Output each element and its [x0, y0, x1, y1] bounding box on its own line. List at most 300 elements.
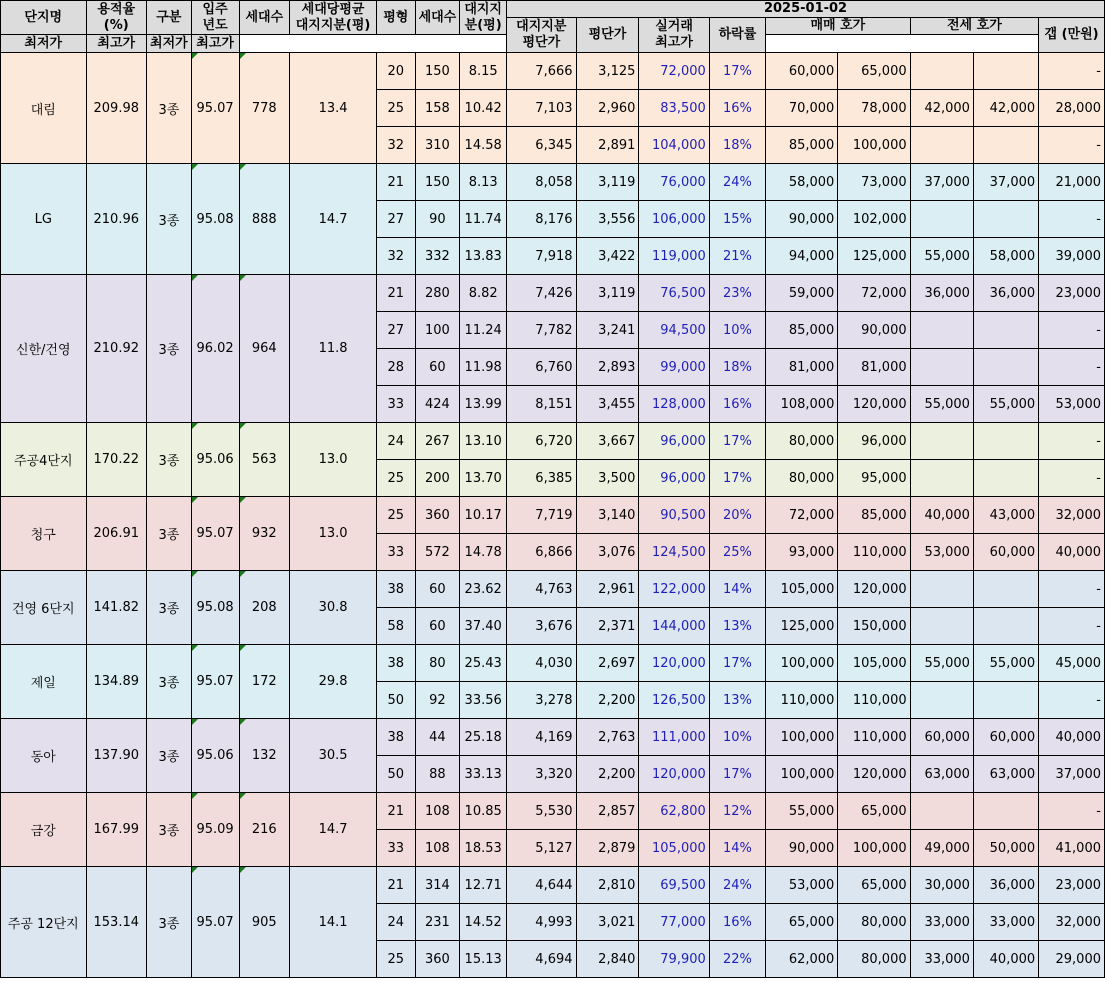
row-drop-rate: 24%	[709, 867, 765, 904]
row-land-price: 6,866	[507, 534, 576, 571]
row-land-price: 4,030	[507, 645, 576, 682]
row-real-trade-max: 62,800	[639, 793, 709, 830]
row-units: 310	[415, 127, 460, 164]
row-real-trade-max: 119,000	[639, 238, 709, 275]
row-jeonse-max: 55,000	[973, 386, 1038, 423]
row-real-trade-max: 96,000	[639, 460, 709, 497]
avg-land-share: 14.1	[290, 867, 377, 978]
row-unit-price: 2,371	[576, 608, 639, 645]
complex-name: 동아	[1, 719, 87, 793]
row-land-price: 7,918	[507, 238, 576, 275]
complex-name: LG	[1, 164, 87, 275]
row-land-price: 7,782	[507, 312, 576, 349]
row-land-price: 7,426	[507, 275, 576, 312]
row-jeonse-min: 55,000	[910, 238, 973, 275]
move-in-year: 95.06	[191, 719, 239, 793]
row-drop-rate: 12%	[709, 793, 765, 830]
row-gap: -	[1039, 201, 1105, 238]
households-count: 932	[239, 497, 290, 571]
row-drop-rate: 21%	[709, 238, 765, 275]
row-jeonse-max: 43,000	[973, 497, 1038, 534]
row-land-share: 33.56	[460, 682, 507, 719]
row-pyeong: 33	[376, 534, 415, 571]
households-count: 905	[239, 867, 290, 978]
row-real-trade-max: 122,000	[639, 571, 709, 608]
row-land-share: 18.53	[460, 830, 507, 867]
row-land-price: 4,169	[507, 719, 576, 756]
table-row	[1, 867, 1105, 904]
row-unit-price: 2,697	[576, 645, 639, 682]
row-jeonse-max: 50,000	[973, 830, 1038, 867]
complex-name: 제일	[1, 645, 87, 719]
row-unit-price: 2,840	[576, 941, 639, 978]
row-pyeong: 21	[376, 275, 415, 312]
row-jeonse-max: 60,000	[973, 719, 1038, 756]
row-land-share: 8.15	[460, 53, 507, 90]
row-drop-rate: 17%	[709, 460, 765, 497]
row-gap: -	[1039, 127, 1105, 164]
header-land-price-per-pyeong: 대지지분 평단가	[507, 18, 576, 53]
row-jeonse-max	[973, 460, 1038, 497]
table-row	[1, 497, 1105, 534]
row-jeonse-max: 60,000	[973, 534, 1038, 571]
row-sale-min: 100,000	[766, 756, 838, 793]
row-sale-max: 72,000	[838, 275, 910, 312]
row-jeonse-min: 63,000	[910, 756, 973, 793]
row-units: 360	[415, 941, 460, 978]
row-jeonse-min	[910, 423, 973, 460]
row-sale-max: 65,000	[838, 867, 910, 904]
households-count: 563	[239, 423, 290, 497]
row-unit-price: 3,021	[576, 904, 639, 941]
row-real-trade-max: 72,000	[639, 53, 709, 90]
row-gap: -	[1039, 608, 1105, 645]
zone-type: 3종	[147, 275, 192, 423]
row-sale-max: 80,000	[838, 941, 910, 978]
row-gap: -	[1039, 349, 1105, 386]
row-pyeong: 27	[376, 312, 415, 349]
move-in-year: 95.07	[191, 53, 239, 164]
row-sale-max: 95,000	[838, 460, 910, 497]
complex-name: 대림	[1, 53, 87, 164]
row-pyeong: 28	[376, 349, 415, 386]
row-pyeong: 38	[376, 571, 415, 608]
row-sale-max: 65,000	[838, 793, 910, 830]
avg-land-share: 11.8	[290, 275, 377, 423]
complex-name: 주공 12단지	[1, 867, 87, 978]
complex-name: 건영 6단지	[1, 571, 87, 645]
row-sale-min: 58,000	[766, 164, 838, 201]
row-real-trade-max: 96,000	[639, 423, 709, 460]
row-sale-max: 150,000	[838, 608, 910, 645]
table-row	[1, 793, 1105, 830]
row-pyeong: 25	[376, 90, 415, 127]
move-in-year: 95.06	[191, 423, 239, 497]
table-row	[1, 164, 1105, 201]
row-unit-price: 3,076	[576, 534, 639, 571]
row-pyeong: 33	[376, 386, 415, 423]
row-gap: 53,000	[1039, 386, 1105, 423]
row-jeonse-max: 58,000	[973, 238, 1038, 275]
row-jeonse-min: 33,000	[910, 904, 973, 941]
row-unit-price: 2,879	[576, 830, 639, 867]
complex-name: 주공4단지	[1, 423, 87, 497]
zone-type: 3종	[147, 164, 192, 275]
row-drop-rate: 22%	[709, 941, 765, 978]
row-pyeong: 20	[376, 53, 415, 90]
row-gap: 40,000	[1039, 719, 1105, 756]
header-households: 세대수	[239, 1, 290, 35]
avg-land-share: 30.5	[290, 719, 377, 793]
floor-area-ratio: 210.96	[86, 164, 147, 275]
row-pyeong: 21	[376, 867, 415, 904]
row-real-trade-max: 124,500	[639, 534, 709, 571]
row-real-trade-max: 105,000	[639, 830, 709, 867]
row-sale-min: 90,000	[766, 830, 838, 867]
floor-area-ratio: 137.90	[86, 719, 147, 793]
row-jeonse-max: 40,000	[973, 941, 1038, 978]
row-units: 80	[415, 645, 460, 682]
row-sale-min: 70,000	[766, 90, 838, 127]
row-sale-max: 80,000	[838, 904, 910, 941]
row-drop-rate: 23%	[709, 275, 765, 312]
row-units: 572	[415, 534, 460, 571]
row-units: 158	[415, 90, 460, 127]
row-drop-rate: 18%	[709, 127, 765, 164]
row-land-price: 6,385	[507, 460, 576, 497]
row-jeonse-min: 30,000	[910, 867, 973, 904]
row-sale-min: 55,000	[766, 793, 838, 830]
row-drop-rate: 16%	[709, 904, 765, 941]
row-real-trade-max: 99,000	[639, 349, 709, 386]
row-jeonse-min: 40,000	[910, 497, 973, 534]
header-price-per-pyeong: 평단가	[576, 18, 639, 53]
row-gap: 37,000	[1039, 756, 1105, 793]
row-pyeong: 58	[376, 608, 415, 645]
row-gap: 39,000	[1039, 238, 1105, 275]
row-units: 60	[415, 608, 460, 645]
header-sale-max: 최고가	[86, 35, 147, 53]
move-in-year: 95.07	[191, 645, 239, 719]
row-drop-rate: 16%	[709, 386, 765, 423]
row-land-price: 8,176	[507, 201, 576, 238]
row-gap: -	[1039, 682, 1105, 719]
row-sale-min: 59,000	[766, 275, 838, 312]
row-unit-price: 3,500	[576, 460, 639, 497]
row-sale-min: 81,000	[766, 349, 838, 386]
move-in-year: 96.02	[191, 275, 239, 423]
row-land-price: 7,103	[507, 90, 576, 127]
row-real-trade-max: 79,900	[639, 941, 709, 978]
row-drop-rate: 10%	[709, 719, 765, 756]
row-jeonse-min	[910, 460, 973, 497]
floor-area-ratio: 134.89	[86, 645, 147, 719]
floor-area-ratio: 209.98	[86, 53, 147, 164]
header-jeonse-max: 최고가	[191, 35, 239, 53]
row-jeonse-min	[910, 608, 973, 645]
row-real-trade-max: 94,500	[639, 312, 709, 349]
row-real-trade-max: 104,000	[639, 127, 709, 164]
move-in-year: 95.07	[191, 497, 239, 571]
floor-area-ratio: 153.14	[86, 867, 147, 978]
row-jeonse-max: 33,000	[973, 904, 1038, 941]
row-sale-min: 60,000	[766, 53, 838, 90]
households-count: 208	[239, 571, 290, 645]
row-sale-min: 93,000	[766, 534, 838, 571]
row-land-price: 3,278	[507, 682, 576, 719]
row-sale-max: 96,000	[838, 423, 910, 460]
row-unit-price: 2,891	[576, 127, 639, 164]
row-drop-rate: 24%	[709, 164, 765, 201]
floor-area-ratio: 141.82	[86, 571, 147, 645]
row-sale-max: 90,000	[838, 312, 910, 349]
row-units: 150	[415, 164, 460, 201]
row-drop-rate: 17%	[709, 645, 765, 682]
row-sale-max: 105,000	[838, 645, 910, 682]
row-unit-price: 2,763	[576, 719, 639, 756]
avg-land-share: 14.7	[290, 793, 377, 867]
row-drop-rate: 14%	[709, 571, 765, 608]
row-gap: 23,000	[1039, 867, 1105, 904]
row-land-share: 8.82	[460, 275, 507, 312]
row-jeonse-max	[973, 201, 1038, 238]
row-pyeong: 27	[376, 201, 415, 238]
row-jeonse-min: 53,000	[910, 534, 973, 571]
row-jeonse-min: 37,000	[910, 164, 973, 201]
header-date: 2025-01-02	[507, 1, 1105, 18]
row-sale-max: 125,000	[838, 238, 910, 275]
floor-area-ratio: 170.22	[86, 423, 147, 497]
row-land-price: 4,694	[507, 941, 576, 978]
row-real-trade-max: 90,500	[639, 497, 709, 534]
row-sale-max: 73,000	[838, 164, 910, 201]
row-gap: 23,000	[1039, 275, 1105, 312]
row-jeonse-max: 37,000	[973, 164, 1038, 201]
move-in-year: 95.08	[191, 571, 239, 645]
row-land-share: 25.18	[460, 719, 507, 756]
row-units: 360	[415, 497, 460, 534]
row-jeonse-min: 42,000	[910, 90, 973, 127]
zone-type: 3종	[147, 53, 192, 164]
header-move-in-year: 입주 년도	[191, 1, 239, 35]
row-land-price: 4,644	[507, 867, 576, 904]
row-gap: 32,000	[1039, 904, 1105, 941]
header-sale-min: 최저가	[1, 35, 87, 53]
row-real-trade-max: 144,000	[639, 608, 709, 645]
row-sale-max: 120,000	[838, 386, 910, 423]
zone-type: 3종	[147, 645, 192, 719]
row-jeonse-min: 60,000	[910, 719, 973, 756]
row-land-price: 7,719	[507, 497, 576, 534]
row-jeonse-max	[973, 608, 1038, 645]
row-real-trade-max: 126,500	[639, 682, 709, 719]
header-pyeong-type: 평형	[376, 1, 415, 35]
row-sale-max: 85,000	[838, 497, 910, 534]
row-gap: 40,000	[1039, 534, 1105, 571]
floor-area-ratio: 210.92	[86, 275, 147, 423]
row-sale-max: 110,000	[838, 719, 910, 756]
header-avg-land-share: 세대당평균 대지지분(평)	[290, 1, 377, 35]
row-jeonse-max: 63,000	[973, 756, 1038, 793]
row-sale-max: 110,000	[838, 682, 910, 719]
row-jeonse-max	[973, 571, 1038, 608]
header-complex-name: 단지명	[1, 1, 87, 35]
row-jeonse-min	[910, 793, 973, 830]
row-sale-min: 94,000	[766, 238, 838, 275]
table-row	[1, 719, 1105, 756]
row-jeonse-min: 33,000	[910, 941, 973, 978]
row-real-trade-max: 120,000	[639, 645, 709, 682]
row-pyeong: 25	[376, 460, 415, 497]
row-gap: 29,000	[1039, 941, 1105, 978]
row-unit-price: 2,857	[576, 793, 639, 830]
row-pyeong: 33	[376, 830, 415, 867]
row-jeonse-min: 55,000	[910, 386, 973, 423]
row-land-share: 13.10	[460, 423, 507, 460]
row-land-price: 6,760	[507, 349, 576, 386]
row-land-price: 8,151	[507, 386, 576, 423]
row-land-share: 10.85	[460, 793, 507, 830]
row-real-trade-max: 69,500	[639, 867, 709, 904]
row-sale-max: 65,000	[838, 53, 910, 90]
avg-land-share: 13.0	[290, 497, 377, 571]
row-sale-min: 53,000	[766, 867, 838, 904]
row-jeonse-max	[973, 682, 1038, 719]
row-land-share: 11.24	[460, 312, 507, 349]
row-real-trade-max: 83,500	[639, 90, 709, 127]
row-units: 92	[415, 682, 460, 719]
zone-type: 3종	[147, 867, 192, 978]
row-land-price: 3,676	[507, 608, 576, 645]
row-land-price: 8,058	[507, 164, 576, 201]
row-land-share: 14.58	[460, 127, 507, 164]
row-land-price: 5,530	[507, 793, 576, 830]
row-land-share: 33.13	[460, 756, 507, 793]
row-land-price: 4,993	[507, 904, 576, 941]
row-sale-min: 105,000	[766, 571, 838, 608]
row-pyeong: 50	[376, 756, 415, 793]
row-real-trade-max: 76,000	[639, 164, 709, 201]
avg-land-share: 13.0	[290, 423, 377, 497]
row-units: 108	[415, 793, 460, 830]
row-land-share: 14.78	[460, 534, 507, 571]
row-units: 100	[415, 312, 460, 349]
row-sale-max: 100,000	[838, 127, 910, 164]
zone-type: 3종	[147, 497, 192, 571]
row-unit-price: 3,455	[576, 386, 639, 423]
row-drop-rate: 13%	[709, 682, 765, 719]
row-sale-max: 81,000	[838, 349, 910, 386]
row-jeonse-min	[910, 201, 973, 238]
row-jeonse-min	[910, 571, 973, 608]
complex-name: 신한/건영	[1, 275, 87, 423]
row-land-share: 23.62	[460, 571, 507, 608]
table-row	[1, 645, 1105, 682]
row-units: 108	[415, 830, 460, 867]
row-jeonse-min	[910, 53, 973, 90]
header-jeonse-min: 최저가	[147, 35, 192, 53]
header-zone: 구분	[147, 1, 192, 35]
row-jeonse-max	[973, 349, 1038, 386]
row-sale-min: 85,000	[766, 312, 838, 349]
row-land-share: 11.74	[460, 201, 507, 238]
header-land-share: 대지지 분(평)	[460, 1, 507, 35]
row-jeonse-max	[973, 127, 1038, 164]
row-units: 332	[415, 238, 460, 275]
row-gap: -	[1039, 423, 1105, 460]
row-jeonse-max: 42,000	[973, 90, 1038, 127]
row-pyeong: 32	[376, 238, 415, 275]
zone-type: 3종	[147, 423, 192, 497]
row-real-trade-max: 106,000	[639, 201, 709, 238]
zone-type: 3종	[147, 571, 192, 645]
row-jeonse-max: 55,000	[973, 645, 1038, 682]
row-pyeong: 38	[376, 645, 415, 682]
row-units: 200	[415, 460, 460, 497]
zone-type: 3종	[147, 719, 192, 793]
row-sale-max: 110,000	[838, 534, 910, 571]
avg-land-share: 14.7	[290, 164, 377, 275]
row-sale-min: 100,000	[766, 645, 838, 682]
row-land-price: 3,320	[507, 756, 576, 793]
row-drop-rate: 15%	[709, 201, 765, 238]
row-pyeong: 24	[376, 423, 415, 460]
row-drop-rate: 13%	[709, 608, 765, 645]
avg-land-share: 13.4	[290, 53, 377, 164]
row-jeonse-min: 55,000	[910, 645, 973, 682]
row-land-price: 6,720	[507, 423, 576, 460]
row-land-share: 12.71	[460, 867, 507, 904]
row-jeonse-min	[910, 127, 973, 164]
row-gap: 21,000	[1039, 164, 1105, 201]
row-units: 60	[415, 571, 460, 608]
row-real-trade-max: 120,000	[639, 756, 709, 793]
row-land-share: 14.52	[460, 904, 507, 941]
row-sale-max: 120,000	[838, 756, 910, 793]
row-pyeong: 38	[376, 719, 415, 756]
row-gap: 45,000	[1039, 645, 1105, 682]
row-land-share: 25.43	[460, 645, 507, 682]
row-unit-price: 2,810	[576, 867, 639, 904]
avg-land-share: 30.8	[290, 571, 377, 645]
row-drop-rate: 10%	[709, 312, 765, 349]
row-sale-max: 78,000	[838, 90, 910, 127]
row-jeonse-min	[910, 312, 973, 349]
header-sale-ask-group: 매매 호가	[766, 18, 911, 35]
header-gap: 갭 (만원)	[1039, 18, 1105, 53]
row-pyeong: 21	[376, 164, 415, 201]
row-pyeong: 25	[376, 941, 415, 978]
row-sale-min: 125,000	[766, 608, 838, 645]
row-land-share: 37.40	[460, 608, 507, 645]
row-jeonse-min: 49,000	[910, 830, 973, 867]
row-gap: 28,000	[1039, 90, 1105, 127]
row-units: 231	[415, 904, 460, 941]
row-sale-min: 108,000	[766, 386, 838, 423]
row-real-trade-max: 128,000	[639, 386, 709, 423]
row-sale-max: 120,000	[838, 571, 910, 608]
row-unit-price: 2,200	[576, 682, 639, 719]
row-sale-min: 110,000	[766, 682, 838, 719]
row-land-price: 4,763	[507, 571, 576, 608]
row-drop-rate: 25%	[709, 534, 765, 571]
row-real-trade-max: 76,500	[639, 275, 709, 312]
row-unit-price: 3,140	[576, 497, 639, 534]
row-sale-min: 85,000	[766, 127, 838, 164]
row-units: 90	[415, 201, 460, 238]
row-units: 267	[415, 423, 460, 460]
row-jeonse-max	[973, 423, 1038, 460]
